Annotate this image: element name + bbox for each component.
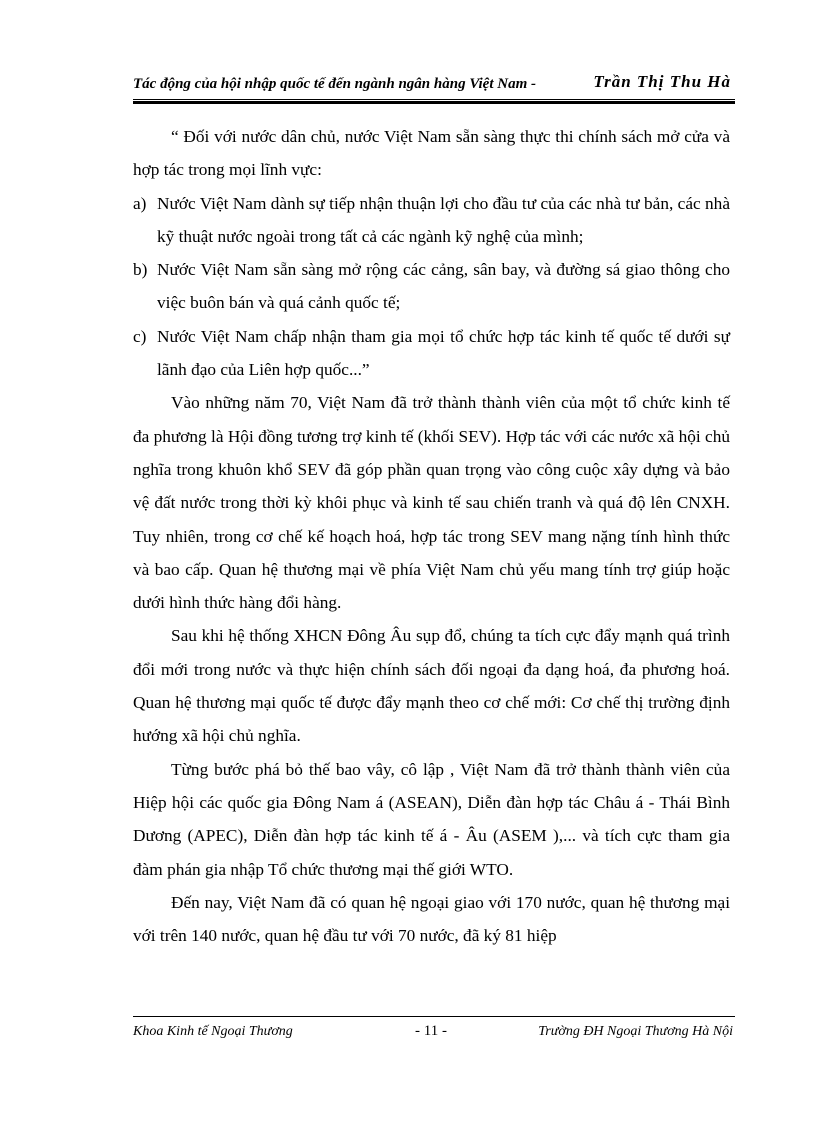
header-rule-thick [133,101,735,104]
list-marker: a) [133,193,147,213]
list-item-text: Nước Việt Nam dành sự tiếp nhận thuận lợi cho đầu tư của các nhà tư bản, các nhà kỹ thuật nước ngoài trong tất cả các ngành kỹ nghệ của mình; [157,193,730,246]
footer-university: Trường ĐH Ngoại Thương Hà Nội [538,1024,733,1039]
list-item-text: Nước Việt Nam chấp nhận tham gia mọi tổ chức hợp tác kinh tế quốc tế dưới sự lãnh đạo của Liên hợp quốc...” [157,326,730,380]
list-marker: c) [133,326,147,346]
document-body [133,120,730,952]
list-item-a [133,187,730,254]
footer-rule [133,1016,735,1017]
footer-faculty: Khoa Kinh tế Ngoại Thương [133,1024,293,1039]
intro-paragraph: “ Đối với nước dân chủ, nước Việt Nam sẵn sàng thực thi chính sách mở cửa và hợp tác trong mọi lĩnh vực: [133,127,730,180]
list-item-b [133,253,730,320]
page-number: - 11 - [415,1023,447,1039]
list-marker: b) [133,260,148,280]
paragraph-relations: Đến nay, Việt Nam đã có quan hệ ngoại giao với 170 nước, quan hệ thương mại với trên 140 nước, quan hệ đầu tư với 70 nước, đã ký 81 hiệp [133,892,730,946]
list-item-c [133,320,730,387]
page-footer [133,1024,735,1048]
paragraph-reform: Sau khi hệ thống XHCN Đông Âu sụp đổ, chúng ta tích cực đẩy mạnh quá trình đổi mới trong nước và thực hiện chính sách đối ngoại đa dạng hoá, đa phương hoá. Quan hệ thương mại quốc tế được đẩy mạnh theo cơ chế mới: Cơ chế thị trường định hướng xã hội chủ nghĩa. [133,626,730,746]
header-author: Trần Thị Thu Hà [593,72,731,91]
paragraph-integration: Từng bước phá bỏ thế bao vây, cô lập , Việt Nam đã trở thành thành viên của Hiệp hội các quốc gia Đông Nam á (ASEAN), Diễn đàn hợp tác Châu á - Thái Bình Dương (APEC), Diễn đàn hợp tác kinh tế á - Âu (ASEM ),... và tích cực tham gia đàm phán gia nhập Tổ chức thương mại thế giới WTO. [133,759,730,879]
list-item-text: Nước Việt Nam sẵn sàng mở rộng các cảng, sân bay, và đường sá giao thông cho việc buôn bán và quá cảnh quốc tế; [157,260,730,313]
header-title: Tác động của hội nhập quốc tế đến ngành ngân hàng Việt Nam - [133,76,536,92]
paragraph-sev: Vào những năm 70, Việt Nam đã trở thành thành viên của một tổ chức kinh tế đa phương là Hội đồng tương trợ kinh tế (khối SEV). Hợp tác với các nước xã hội chủ nghĩa trong khuôn khổ SEV đã góp phần quan trọng vào công cuộc xây dựng và bảo vệ đất nước trong thời kỳ khôi phục và kinh tế sau chiến tranh và quá độ lên CNXH. Tuy nhiên, trong cơ chế kế hoạch hoá, hợp tác trong SEV mang nặng tính hình thức và bao cấp. Quan hệ thương mại về phía Việt Nam chủ yếu mang tính trợ giúp hoặc dưới hình thức hàng đổi hàng. [133,393,730,613]
page-header [133,60,735,100]
header-rule-thin [133,99,735,100]
